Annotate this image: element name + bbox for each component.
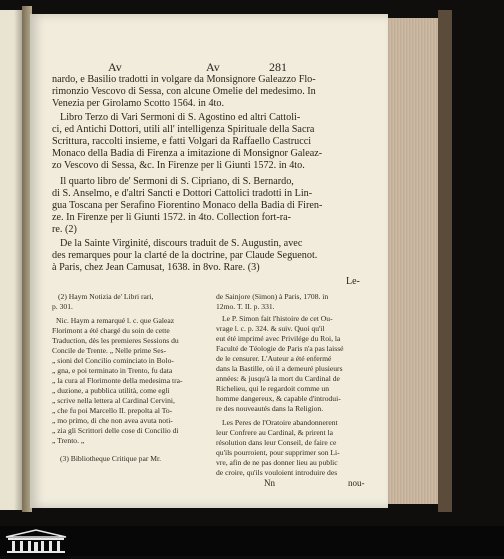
footer-bar [0, 526, 504, 556]
text-line: Monaco della Badia di Firenza a imitazione di Monsignor Galeaz- [52, 148, 323, 159]
footnote-line: „ Trento. „ [52, 436, 85, 445]
text-line: nardo, e Basilio tradotti in volgare da Monsignore Galeazzo Flo- [52, 74, 316, 85]
footnote-line: homme dangereux, & capable d'introdui- [216, 394, 341, 403]
library-building-icon-graphic [4, 528, 68, 554]
footnote-line: résolution dans leur Conseil, de faire ce [216, 438, 337, 447]
book-cover [438, 10, 452, 512]
footnote-line: Concile de Trente. „ Nelle prime Ses- [52, 346, 167, 355]
footnote-line: Traduction, dès les premieres Sessions du [52, 336, 179, 345]
footnote-line: années: & jusqu'à la mort du Cardinal de [216, 374, 340, 383]
text-line: Libro Terzo di Vari Sermoni di S. Agostino ed altri Cattoli- [60, 112, 301, 123]
footnote-line: (2) Haym Notizia de' Libri rari, [58, 292, 154, 301]
footnote-line: „ duzione, a pubblica utilità, come egli [52, 386, 170, 395]
footnote-line: vrage l. c. p. 324. & suiv. Quoi qu'il [216, 324, 325, 333]
footnote-line: Le P. Simon fait l'histoire de cet Ou- [222, 314, 333, 323]
signature-mark: Nn [264, 478, 275, 488]
text-line: Il quarto libro de' Sermoni di S. Cipriano, di S. Bernardo, [60, 176, 294, 187]
footnote-line: Faculté de Téologie de Paris n'a pas laissé [216, 344, 344, 353]
text-line: zo Vescovo di Sessa, &c. In Firenze per li Giunti 1572. in 4to. [52, 160, 305, 171]
footnote-line: de le censurer. L'Auteur a été enfermé [216, 354, 332, 363]
footnote-line: Richelieu, qui le regardoit comme un [216, 384, 330, 393]
footnote-line: p. 301. [52, 302, 73, 311]
catchword: Le- [346, 276, 360, 287]
library-building-icon [4, 528, 68, 554]
footnote-line: „ la cura al Florimonte della medesima tra- [52, 376, 183, 385]
page-number: 281 [269, 60, 287, 74]
text-line: ze. In Firenze per li Giunti 1572. in 4to. Collection fort-ra- [52, 212, 292, 223]
text-line: à Paris, chez Jean Camusat, 1638. in 8vo. Rare. (3) [52, 262, 260, 273]
left-page-edge [0, 10, 23, 510]
text-line: De la Sainte Virginité, discours traduit de S. Augustin, avec [60, 238, 303, 249]
footnote-line: eut été imprimé avec Privilége du Roi, la [216, 334, 341, 343]
running-head-center: Av [206, 60, 220, 74]
footnote-line: leur Confrere au Cardinal, & prirent la [216, 428, 334, 437]
text-line: des remarques pour la clarté de la doctrine, par Claude Seguenot. [52, 250, 318, 261]
footnote-line: dans la Bastille, où il a demeuré plusieurs [216, 364, 343, 373]
text-line: Venezia per Girolamo Scotto 1564. in 4to. [52, 98, 225, 109]
text-line: ci, ed Antichi Dottori, utili all' intelligenza Spirituale della Sacra [52, 124, 315, 135]
footnote-line: „ sioni del Concilio cominciato in Bolo- [52, 356, 174, 365]
footnote-line: Florimont a été chargé du soin de cette [52, 326, 170, 335]
footnote-line: vre, afin de ne pas donner lieu au public [216, 458, 338, 467]
footnote-line: „ gna, e poi terminato in Trento, fu data [52, 366, 173, 375]
footnote-line: de croire, qu'ils vouloient introduire des [216, 468, 338, 477]
running-head-left: Av [108, 60, 122, 74]
text-line: gua Toscana per Serafino Fiorentino Monaco della Badia di Firen- [52, 200, 323, 211]
footnote-line: „ che fu poi Marcello II. prepolta al To- [52, 406, 173, 415]
book-page [30, 14, 388, 508]
text-line: rimonzio Vescovo di Sessa, con alcune Omelie del medesimo. In [52, 86, 316, 97]
text-line: re. (2) [52, 224, 77, 235]
footnote-line: Nic. Haym a remarqué l. c. que Galeaz [56, 316, 175, 325]
footnote-line: 12mo. T. II. p. 331. [216, 302, 275, 311]
footnote-line: re des nouveautés dans la Religion. [216, 404, 324, 413]
footnote-line: „ zia gli Scrittori delle cose di Concilio di [52, 426, 179, 435]
footnote-line: „ scrive nella lettera al Cardinal Cervini, [52, 396, 175, 405]
text-line: Scrittura, raccolti insieme, e fatti Volgari da Raffaello Castrucci [52, 136, 312, 147]
footnote-line: de Sainjore (Simon) à Paris, 1708. in [216, 292, 329, 301]
text-line: di S. Anselmo, e d'altri Sancti e Dottori Cattolici tradotti in Lin- [52, 188, 313, 199]
footnote-line: qu'ils pourroient, pour supprimer son Li- [216, 448, 340, 457]
footnote-line: Les Peres de l'Oratoire abandonnerent [222, 418, 338, 427]
footnote-line: „ mo primo, di che non avea avuta noti- [52, 416, 173, 425]
footnote-line: (3) Bibliotheque Critique par Mr. [60, 454, 162, 463]
catchword-bottom: nou- [348, 478, 365, 488]
